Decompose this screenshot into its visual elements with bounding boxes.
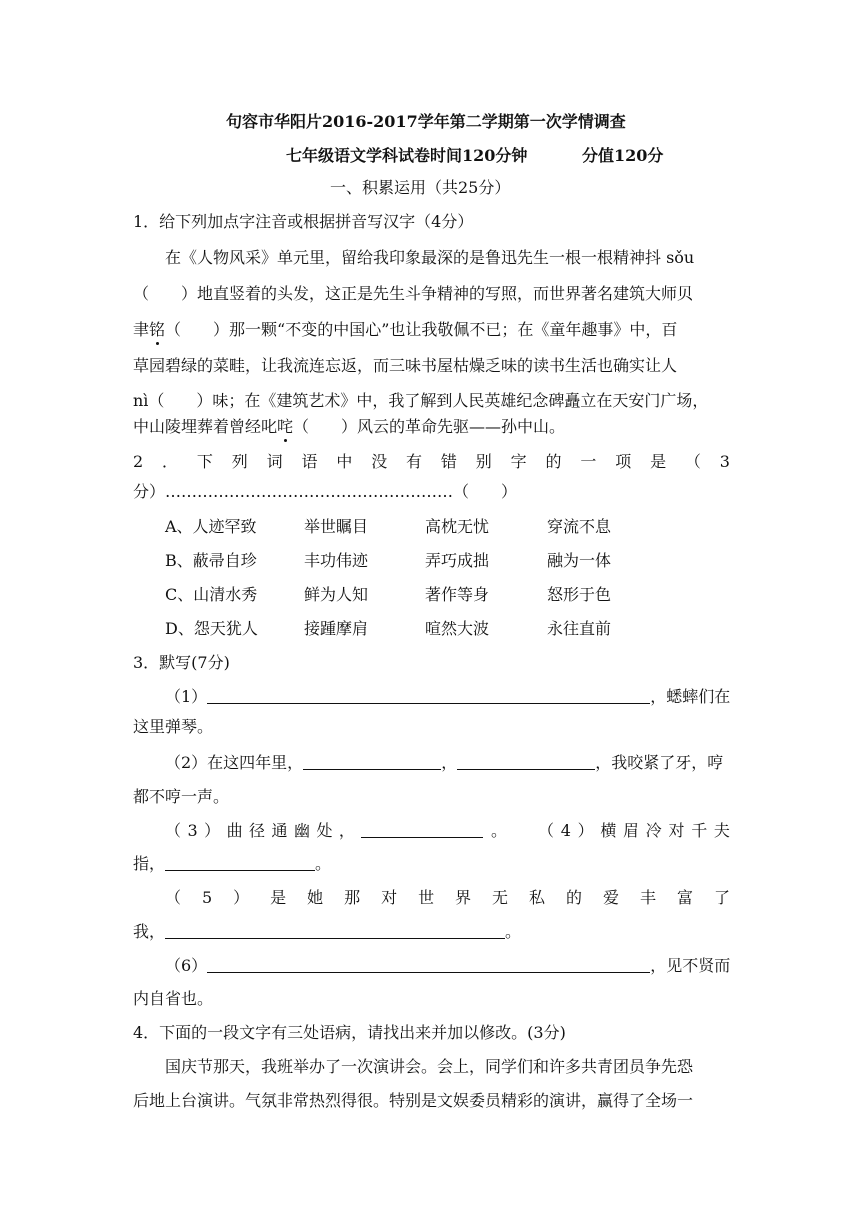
question-1-text-line: 在《人物风采》单元里，留给我印象最深的是鲁迅先生一根一根精神抖 sǒu bbox=[165, 248, 695, 267]
question-1-text-line bbox=[133, 319, 677, 341]
question-1-text-line: nì（ ）味；在《建筑艺术》中，我了解到人民英雄纪念碑矗立在天安门广场， bbox=[133, 391, 709, 410]
text-fragment: 聿 bbox=[133, 320, 150, 339]
fill-item-3: （ 3 ） 曲 径 通 幽 处 ， bbox=[165, 821, 355, 840]
option-a-word: 举世瞩目 bbox=[304, 517, 369, 536]
option-d-word: 永往直前 bbox=[547, 619, 612, 638]
answer-blank[interactable] bbox=[303, 753, 441, 770]
option-a-word: 高枕无忧 bbox=[425, 517, 490, 536]
fill-item-5: （ 5 ） 是 她 那 对 世 界 无 私 的 爱 丰 富 了 bbox=[165, 888, 730, 907]
fill-item-4-cont: 指， 。 bbox=[133, 854, 332, 873]
fill-item-2-cont: 都不哼一声。 bbox=[133, 787, 230, 806]
answer-blank[interactable] bbox=[457, 753, 595, 770]
answer-blank[interactable] bbox=[165, 922, 505, 939]
question-1-text-line: 草园碧绿的菜畦，让我流连忘返，而三味书屋枯燥乏味的读书生活也确实让人 bbox=[133, 356, 678, 375]
dotted-character: 铭 bbox=[149, 320, 166, 339]
answer-blank[interactable] bbox=[361, 821, 483, 838]
answer-blank[interactable] bbox=[207, 956, 650, 973]
option-c-word: 鲜为人知 bbox=[304, 585, 369, 604]
question-2-heading: 2 ． 下 列 词 语 中 没 有 错 别 字 的 一 项 是 （ 3 bbox=[133, 452, 730, 471]
fill-item-1-cont: 这里弹琴。 bbox=[133, 717, 214, 736]
question-4-text-line: 国庆节那天，我班举办了一次演讲会。会上，同学们和许多共青团员争先恐 bbox=[165, 1057, 694, 1076]
exam-subtitle-score: 分值120分 bbox=[582, 146, 664, 165]
option-c: C、山清水秀 bbox=[165, 585, 258, 604]
option-a-word: 穿流不息 bbox=[547, 517, 612, 536]
answer-blank[interactable] bbox=[207, 687, 650, 704]
option-c-word: 怒形于色 bbox=[547, 585, 612, 604]
exam-title: 句容市华阳片2016-2017学年第二学期第一次学情调查 bbox=[226, 112, 626, 131]
question-1-text-line: （ ）地直竖着的头发，这正是先生斗争精神的写照，而世界著名建筑大师贝 bbox=[133, 284, 694, 303]
question-1-text-line bbox=[133, 416, 565, 438]
fill-item-3-blank: 。 bbox=[361, 820, 507, 842]
question-4-text-line: 后地上台演讲。气氛非常热烈得很。特别是文娱委员精彩的演讲，赢得了全场一 bbox=[133, 1091, 694, 1110]
question-1-heading: 1．给下列加点字注音或根据拼音写汉字（4分） bbox=[133, 212, 474, 231]
fill-item-2: （2）在这四年里， ， ，我咬紧了牙，哼 bbox=[165, 753, 724, 772]
question-2-heading-cont: 分）………………………………………………（ ） bbox=[133, 482, 518, 501]
fill-item-6-cont: 内自省也。 bbox=[133, 989, 214, 1008]
option-c-word: 著作等身 bbox=[425, 585, 490, 604]
option-b-word: 融为一体 bbox=[547, 551, 612, 570]
text-fragment: （ ）风云的革命先驱——孙中山。 bbox=[293, 417, 566, 436]
option-b-word: 丰功伟迹 bbox=[304, 551, 369, 570]
text-fragment: 中山陵埋葬着曾经叱 bbox=[133, 417, 278, 436]
option-d: D、怨天犹人 bbox=[165, 619, 258, 638]
question-3-heading: 3．默写(7分) bbox=[133, 653, 230, 672]
fill-item-4: （ 4 ） 横 眉 冷 对 千 夫 bbox=[538, 821, 730, 840]
option-b-word: 弄巧成拙 bbox=[425, 551, 490, 570]
option-a: A、人迹罕致 bbox=[165, 517, 257, 536]
fill-item-5-cont: 我， 。 bbox=[133, 922, 522, 941]
option-d-word: 喧然大波 bbox=[425, 619, 490, 638]
option-d-word: 接踵摩肩 bbox=[304, 619, 369, 638]
section-heading: 一、积累运用（共25分） bbox=[330, 178, 511, 197]
text-fragment: （ ）那一颗“不变的中国心”也让我敬佩不已；在《童年趣事》中，百 bbox=[165, 320, 678, 339]
option-b: B、蔽帚自珍 bbox=[165, 551, 257, 570]
question-4-heading: 4．下面的一段文字有三处语病，请找出来并加以修改。(3分) bbox=[133, 1023, 566, 1042]
dotted-character: 咤 bbox=[277, 417, 294, 436]
exam-subtitle-time: 七年级语文学科试卷时间120分钟 bbox=[286, 146, 528, 165]
fill-item-6: （6） ，见不贤而 bbox=[165, 956, 731, 975]
fill-item-1: （1） ，蟋蟀们在 bbox=[165, 687, 731, 706]
answer-blank[interactable] bbox=[165, 854, 315, 871]
